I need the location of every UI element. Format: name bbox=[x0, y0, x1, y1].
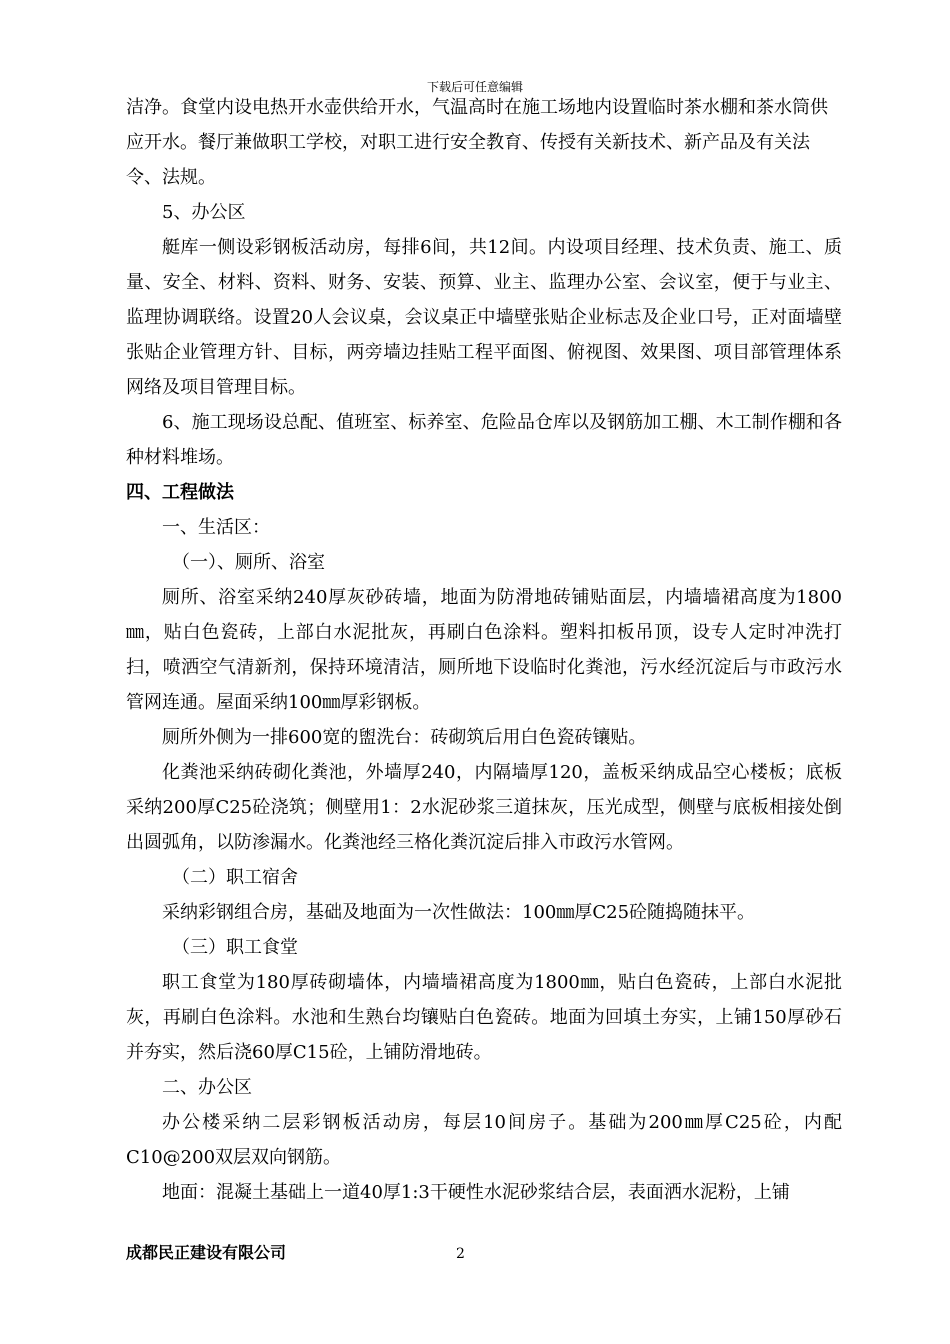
paragraph-toilet-description: 厕所、浴室采纳240厚灰砂砖墙，地面为防滑地砖铺贴面层，内墙墙裙高度为1800㎜，贴白色瓷砖，上部白水泥批灰，再刷白色涂料。塑料扣板吊顶，设专人定时冲洗打扫，喷洒空气清新剂，保持环境清洁，厕所地下设临时化粪池，污水经沉淀后与市政污水管网连通。屋面采纳100㎜厚彩钢板。 bbox=[126, 587, 842, 713]
subitem-dormitory: （二）职工宿舍 bbox=[172, 867, 298, 888]
footer-company-name: 成都民正建设有限公司 bbox=[126, 1243, 287, 1262]
subitem-canteen: （三）职工食堂 bbox=[172, 937, 298, 958]
item-office-area-2: 二、办公区 bbox=[162, 1077, 252, 1098]
document-body bbox=[126, 90, 842, 1210]
page-number: 2 bbox=[456, 1246, 465, 1262]
paragraph-washstand: 厕所外侧为一排600宽的盥洗台：砖砌筑后用白色瓷砖镶贴。 bbox=[162, 727, 647, 748]
paragraph-floor: 地面：混凝土基础上一道40厚1:3干硬性水泥砂浆结合层，表面洒水泥粉，上铺 bbox=[162, 1182, 790, 1203]
paragraph-continuation: 洁净。食堂内设电热开水壶供给开水，气温高时在施工场地内设置临时茶水棚和茶水筒供应开水。餐厅兼做职工学校，对职工进行安全教育、传授有关新技术、新产品及有关法令、法规。 bbox=[126, 97, 828, 188]
item-living-area: 一、生活区： bbox=[162, 517, 270, 538]
section-heading-construction-methods: 四、工程做法 bbox=[126, 482, 234, 503]
paragraph-canteen: 职工食堂为180厚砖砌墙体，内墙墙裙高度为1800㎜，贴白色瓷砖，上部白水泥批灰，再刷白色涂料。水池和生熟台均镶贴白色瓷砖。地面为回填土夯实，上铺150厚砂石并夯实，然后浇60厚C15砼，上铺防滑地砖。 bbox=[126, 972, 842, 1063]
header-note: 下载后可任意编辑 bbox=[426, 80, 523, 94]
subitem-toilet-bathroom: （一）、厕所、浴室 bbox=[172, 552, 325, 573]
paragraph-dormitory: 采纳彩钢组合房，基础及地面为一次性做法：100㎜厚C25砼随捣随抹平。 bbox=[162, 902, 756, 923]
paragraph-septic-tank: 化粪池采纳砖砌化粪池，外墙厚240，内隔墙厚120，盖板采纳成品空心楼板；底板采纳200厚C25砼浇筑；侧壁用1：2水泥砂浆三道抹灰，压光成型，侧壁与底板相接处倒出圆弧角，以防渗漏水。化粪池经三格化粪沉淀后排入市政污水管网。 bbox=[126, 762, 842, 853]
paragraph-site-facilities: 6、施工现场设总配、值班室、标养室、危险品仓库以及钢筋加工棚、木工制作棚和各种材料堆场。 bbox=[126, 412, 842, 468]
item-office-area: 5、办公区 bbox=[162, 202, 246, 223]
paragraph-office-building: 办公楼采纳二层彩钢板活动房，每层10间房子。基础为200㎜厚C25砼，内配C10@200双层双向钢筋。 bbox=[126, 1112, 842, 1168]
paragraph-office-description: 艇库一侧设彩钢板活动房，每排6间，共12间。内设项目经理、技术负责、施工、质量、安全、材料、资料、财务、安装、预算、业主、监理办公室、会议室，便于与业主、监理协调联络。设置20人会议桌，会议桌正中墙壁张贴企业标志及企业口号，正对面墙壁张贴企业管理方针、目标，两旁墙边挂贴工程平面图、俯视图、效果图、项目部管理体系网络及项目管理目标。 bbox=[126, 237, 842, 398]
